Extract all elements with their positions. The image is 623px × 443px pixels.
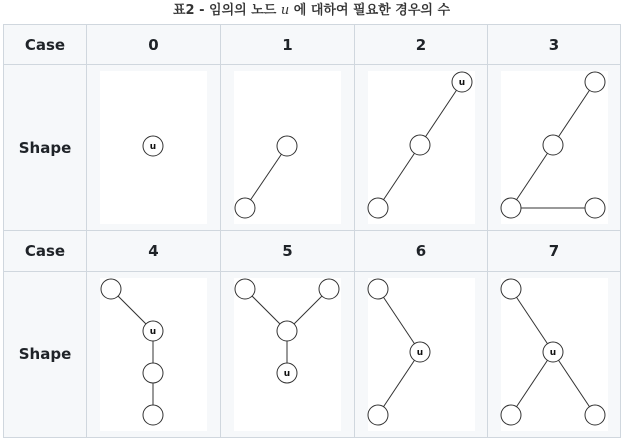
graph-node [277,321,297,341]
case-number: 1 [221,25,355,65]
case-number: 6 [355,231,488,271]
graph-shape-6 [368,278,475,431]
case-number: 2 [355,25,488,65]
case-number: 4 [87,231,221,271]
node-label-u: u [283,368,291,379]
case-number: 0 [87,25,221,65]
graph-node [585,72,605,92]
graph-node [501,279,521,299]
graph-shape-7 [501,278,608,431]
shape-cell-6 [355,271,488,437]
node-label-u: u [416,347,423,358]
graph-node [410,135,430,155]
graph-edge [553,352,595,415]
graph-node [368,279,388,299]
graph-node [101,279,121,299]
shape-row [4,65,621,231]
shape-panel [234,278,341,431]
node-label-u: u [549,347,556,358]
graph-node [143,405,163,425]
graph-node [319,279,339,299]
graph-shape-4 [100,278,207,431]
graph-node [277,136,297,156]
graph-edge [553,82,595,145]
node-label-u: u [458,78,465,89]
node-label-u: u [149,326,157,337]
shape-panel [501,278,608,431]
caption-variable: u [280,3,290,18]
case-label: Case [4,231,87,271]
graph-edge [245,146,287,208]
shape-cell-7 [488,271,621,437]
graph-edge [511,145,553,208]
graph-shape-5 [234,278,341,431]
graph-shape-3 [501,71,608,224]
table-caption [0,0,623,22]
shape-cell-3 [488,65,621,231]
shape-label: Shape [4,271,87,437]
graph-node [585,405,605,425]
graph-node [235,279,255,299]
graph-node [368,198,388,218]
shape-panel [100,278,207,431]
graph-edge [511,289,553,352]
case-number: 7 [488,231,621,271]
graph-edge [378,352,420,415]
shape-panel [234,71,341,224]
shape-cell-2 [355,65,488,231]
case-header-row [4,25,621,65]
shape-cell-0 [87,65,221,231]
graph-edge [420,82,462,145]
graph-node [501,198,521,218]
graph-node [235,198,255,218]
case-number: 5 [221,231,355,271]
shape-cell-1 [221,65,355,231]
caption-suffix: 에 대하여 필요한 경우의 수 [289,3,451,18]
case-label: Case [4,25,87,65]
graph-node [143,363,163,383]
graph-node [501,405,521,425]
shape-cell-4 [87,271,221,437]
graph-edge [378,145,420,208]
graph-edge [511,352,553,415]
shape-panel [368,71,475,224]
graph-node [368,405,388,425]
caption-prefix: 표2 - 임의의 노드 [172,3,281,18]
shape-row [4,271,621,437]
node-label-u: u [149,142,157,153]
case-header-row [4,231,621,271]
case-number: 3 [488,25,621,65]
cases-table [3,24,621,438]
graph-shape-0 [100,71,207,224]
shape-panel [100,71,207,224]
shape-panel [368,278,475,431]
graph-node [543,135,563,155]
graph-shape-2 [368,71,475,224]
shape-panel [501,71,608,224]
graph-edge [378,289,420,352]
graph-node [585,198,605,218]
shape-cell-5 [221,271,355,437]
graph-shape-1 [234,71,341,224]
shape-label: Shape [4,65,87,231]
